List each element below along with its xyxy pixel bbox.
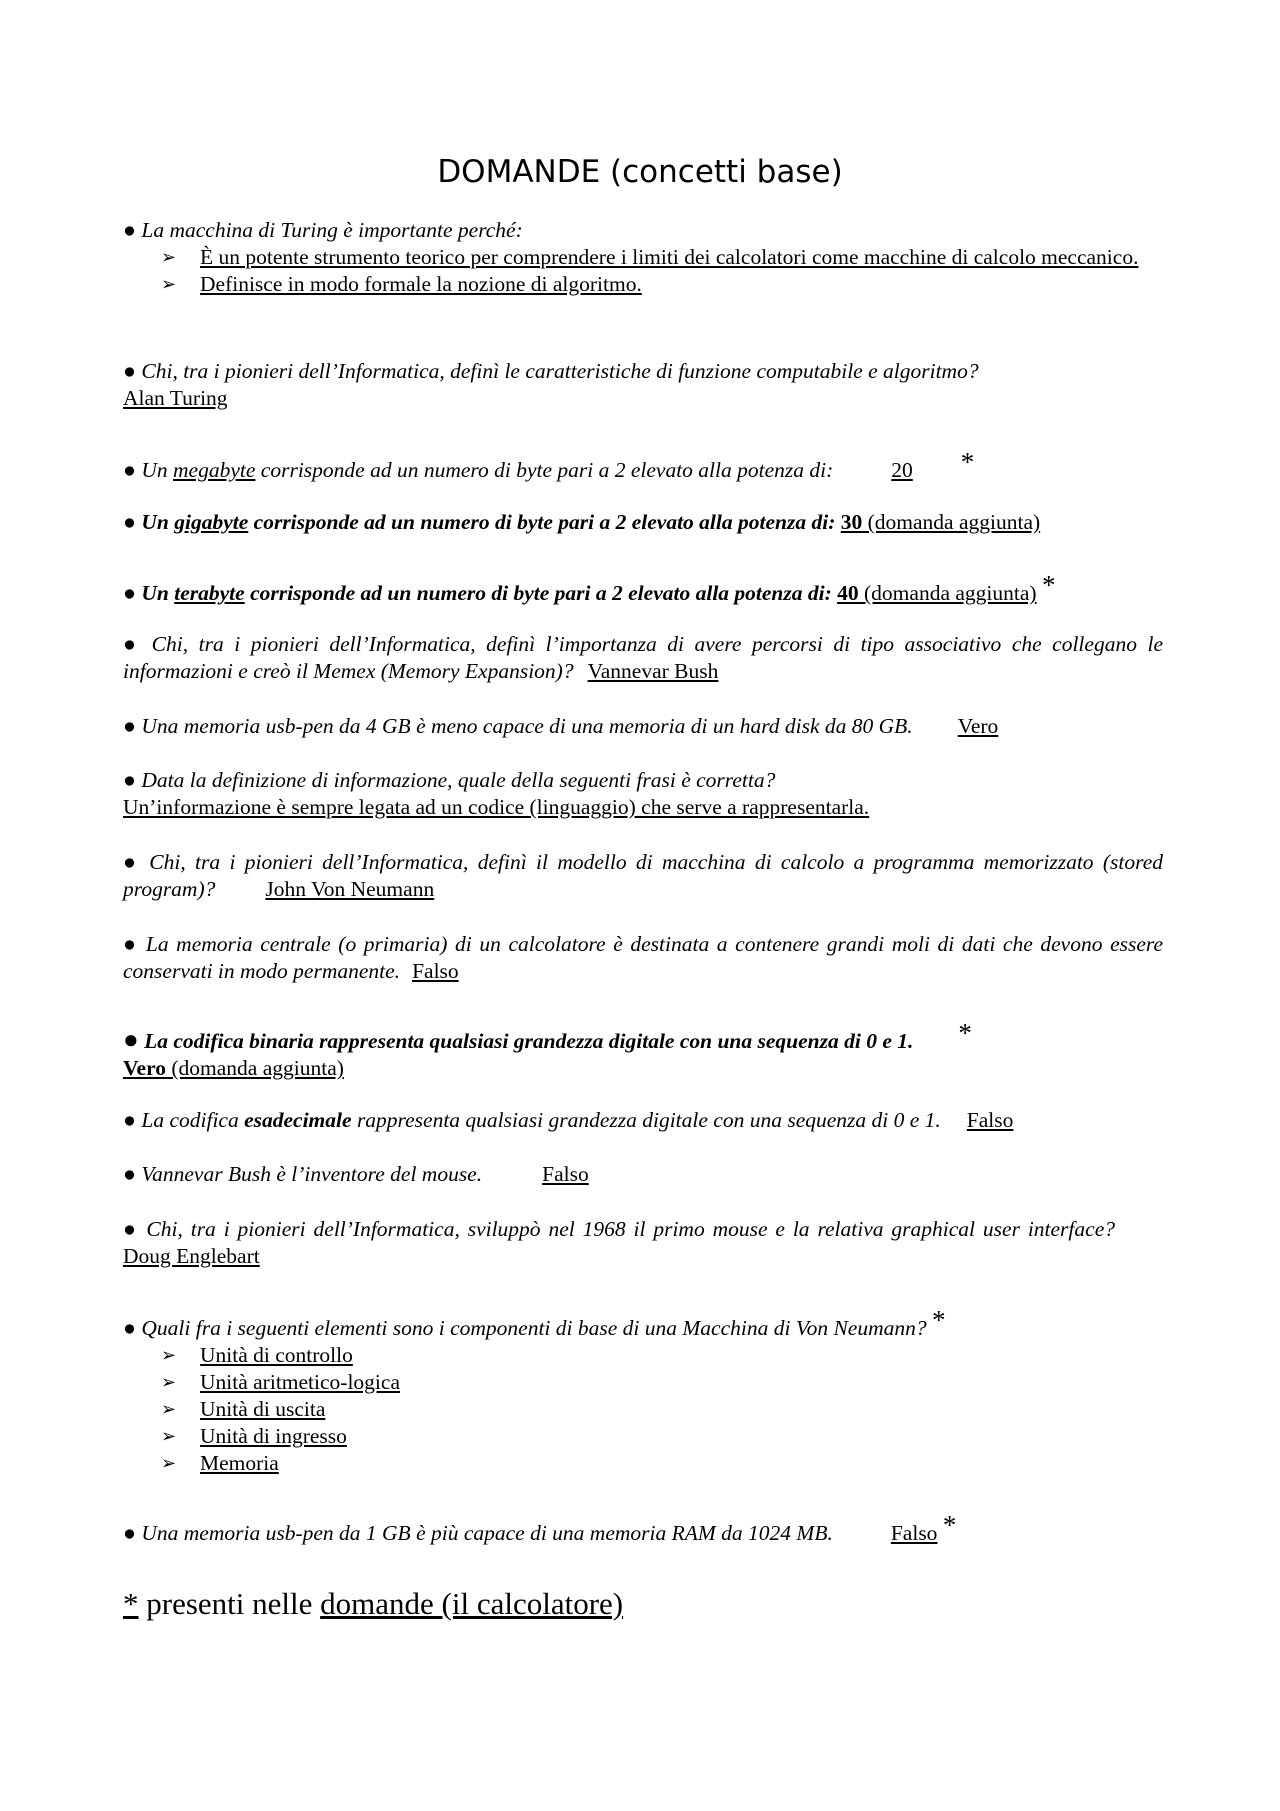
question-turing-importance — [123, 217, 1163, 298]
answer-text: Unità di uscita — [200, 1397, 326, 1421]
answer-text: Vannevar Bush — [587, 659, 719, 683]
answer-text: Unità di controllo — [200, 1343, 353, 1367]
answer-text: È un potente strumento teorico per comprendere i limiti dei calcolatori come macchine di calcolo meccanico. — [200, 245, 1139, 269]
list-item — [123, 271, 1163, 298]
list-item — [123, 1369, 1163, 1396]
bullet: ● — [123, 581, 136, 605]
question-central-memory — [123, 931, 1163, 985]
question-text: La macchina di Turing è importante perché: — [141, 218, 523, 242]
arrow-icon: ➢ — [161, 1453, 177, 1473]
question-text: Una memoria usb-pen da 1 GB è più capace di una memoria RAM da 1024 MB. — [141, 1521, 833, 1545]
answer-text: Un’informazione è sempre legata ad un codice (linguaggio) che serve a rappresentarla. — [123, 795, 870, 819]
bullet: ● — [123, 932, 139, 956]
bullet: ● — [123, 458, 136, 482]
bullet: ● — [123, 714, 136, 738]
added-note: (domanda aggiunta) — [166, 1056, 344, 1080]
star-marker: * — [958, 1018, 972, 1048]
question-stored-program — [123, 849, 1163, 903]
bullet: ● — [123, 632, 142, 656]
answer-text: Definisce in modo formale la nozione di algoritmo. — [200, 272, 642, 296]
bullet: ● — [123, 1025, 139, 1054]
star-marker: * — [1041, 570, 1056, 600]
answer-text: Doug Englebart — [123, 1244, 260, 1268]
bullet: ● — [123, 359, 136, 383]
question-text: Una memoria usb-pen da 4 GB è meno capace di una memoria di un hard disk da 80 GB. — [141, 714, 913, 738]
arrow-icon: ➢ — [161, 1426, 177, 1446]
list-item — [123, 1450, 1163, 1477]
answer-text: 20 — [891, 458, 913, 482]
question-text: Chi, tra i pionieri dell’Informatica, definì le caratteristiche di funzione computabile e algoritmo? — [141, 359, 979, 383]
question-text: Data la definizione di informazione, quale della seguenti frasi è corretta? — [141, 768, 776, 792]
question-binary-coding — [123, 1020, 1163, 1082]
question-hex-coding: ● La codifica esadecimale rappresenta qualsiasi grandezza digitale con una sequenza di 0 e 1. Falso — [123, 1108, 1014, 1132]
answer-text: Falso — [542, 1162, 589, 1186]
question-usb-vs-hdd — [123, 713, 1163, 740]
arrow-icon: ➢ — [161, 1345, 177, 1365]
footer-text: presenti nelle — [138, 1586, 321, 1621]
star-marker: * — [960, 447, 975, 477]
answer-text: Unità di ingresso — [200, 1424, 347, 1448]
arrow-icon: ➢ — [161, 1399, 177, 1419]
answer-text: John Von Neumann — [265, 877, 435, 901]
question-memex — [123, 631, 1163, 685]
star-marker: * — [123, 1586, 139, 1621]
list-item — [123, 1423, 1163, 1450]
list-item — [123, 1342, 1163, 1369]
term-hexadecimal: esadecimale — [244, 1108, 352, 1132]
question-text: Chi, tra i pionieri dell’Informatica, definì il modello di macchina di calcolo a programma memorizzato (stored program)? — [123, 850, 1163, 901]
answer-list — [123, 1342, 1163, 1477]
answer-text: 30 — [840, 510, 863, 534]
bullet: ● — [123, 1108, 136, 1132]
star-marker: * — [942, 1510, 957, 1540]
answer-text: Falso — [412, 959, 459, 983]
arrow-icon: ➢ — [161, 1372, 177, 1392]
question-text: La codifica binaria rappresenta qualsiasi grandezza digitale con una sequenza di 0 e 1. — [144, 1029, 914, 1053]
footer-note — [123, 1586, 623, 1622]
answer-text: 40 — [837, 581, 859, 605]
question-text: Vannevar Bush è l’inventore del mouse. — [141, 1162, 483, 1186]
answer-text: Falso — [966, 1108, 1014, 1132]
bullet: ● — [123, 1217, 139, 1241]
bullet: ● — [123, 1521, 136, 1545]
question-megabyte: ● Un megabyte corrisponde ad un numero di byte pari a 2 elevato alla potenza di: 20 * — [123, 447, 975, 482]
added-note: (domanda aggiunta) — [862, 510, 1041, 534]
term-gigabyte: gigabyte — [174, 510, 249, 534]
star-marker: * — [932, 1305, 946, 1335]
answer-text: Unità aritmetico-logica — [200, 1370, 400, 1394]
arrow-icon: ➢ — [161, 247, 177, 267]
bullet: ● — [123, 850, 140, 874]
question-von-neumann-components — [123, 1307, 1163, 1477]
question-information-definition — [123, 767, 1163, 821]
bullet: ● — [123, 218, 136, 242]
arrow-icon: ➢ — [161, 274, 177, 294]
question-gigabyte: ● Un gigabyte corrisponde ad un numero di byte pari a 2 elevato alla potenza di: 30 (domanda aggiunta) — [123, 510, 1041, 534]
answer-text: Memoria — [200, 1451, 279, 1475]
answer-text: Vero — [957, 714, 999, 738]
question-text: Chi, tra i pionieri dell’Informatica, definì l’importanza di avere percorsi di tipo associativo che collegano le informazioni e creò il Memex (Memory Expansion)? — [123, 632, 1163, 683]
question-first-mouse-gui — [123, 1216, 1163, 1270]
added-note: (domanda aggiunta) — [858, 581, 1037, 605]
list-item — [123, 244, 1163, 271]
answer-text: Alan Turing — [123, 386, 228, 410]
question-text: La memoria centrale (o primaria) di un calcolatore è destinata a contenere grandi moli di dati che devono essere conservati in modo permanente. — [123, 932, 1164, 983]
question-mouse-inventor — [123, 1161, 1163, 1188]
answer-text: Vero — [123, 1056, 166, 1080]
question-text: Chi, tra i pionieri dell’Informatica, sviluppò nel 1968 il primo mouse e la relativa graphical user interface? — [146, 1217, 1115, 1241]
list-item — [123, 1396, 1163, 1423]
bullet: ● — [123, 1316, 136, 1340]
footer-link[interactable]: domande (il calcolatore) — [320, 1586, 624, 1621]
question-usb-vs-ram — [123, 1512, 1163, 1547]
term-terabyte: terabyte — [174, 581, 245, 605]
answer-text: Falso — [890, 1521, 938, 1545]
bullet: ● — [123, 1162, 136, 1186]
page-title: DOMANDE (concetti base) — [437, 154, 843, 190]
term-megabyte: megabyte — [173, 458, 256, 482]
bullet: ● — [123, 510, 136, 534]
question-computable-function — [123, 358, 1163, 412]
bullet: ● — [123, 768, 136, 792]
answer-list — [123, 244, 1163, 298]
question-terabyte: ● Un terabyte corrisponde ad un numero di byte pari a 2 elevato alla potenza di: 40 (domanda aggiunta) * — [123, 570, 1056, 605]
question-text: Quali fra i seguenti elementi sono i componenti di base di una Macchina di Von Neumann? — [141, 1316, 927, 1340]
